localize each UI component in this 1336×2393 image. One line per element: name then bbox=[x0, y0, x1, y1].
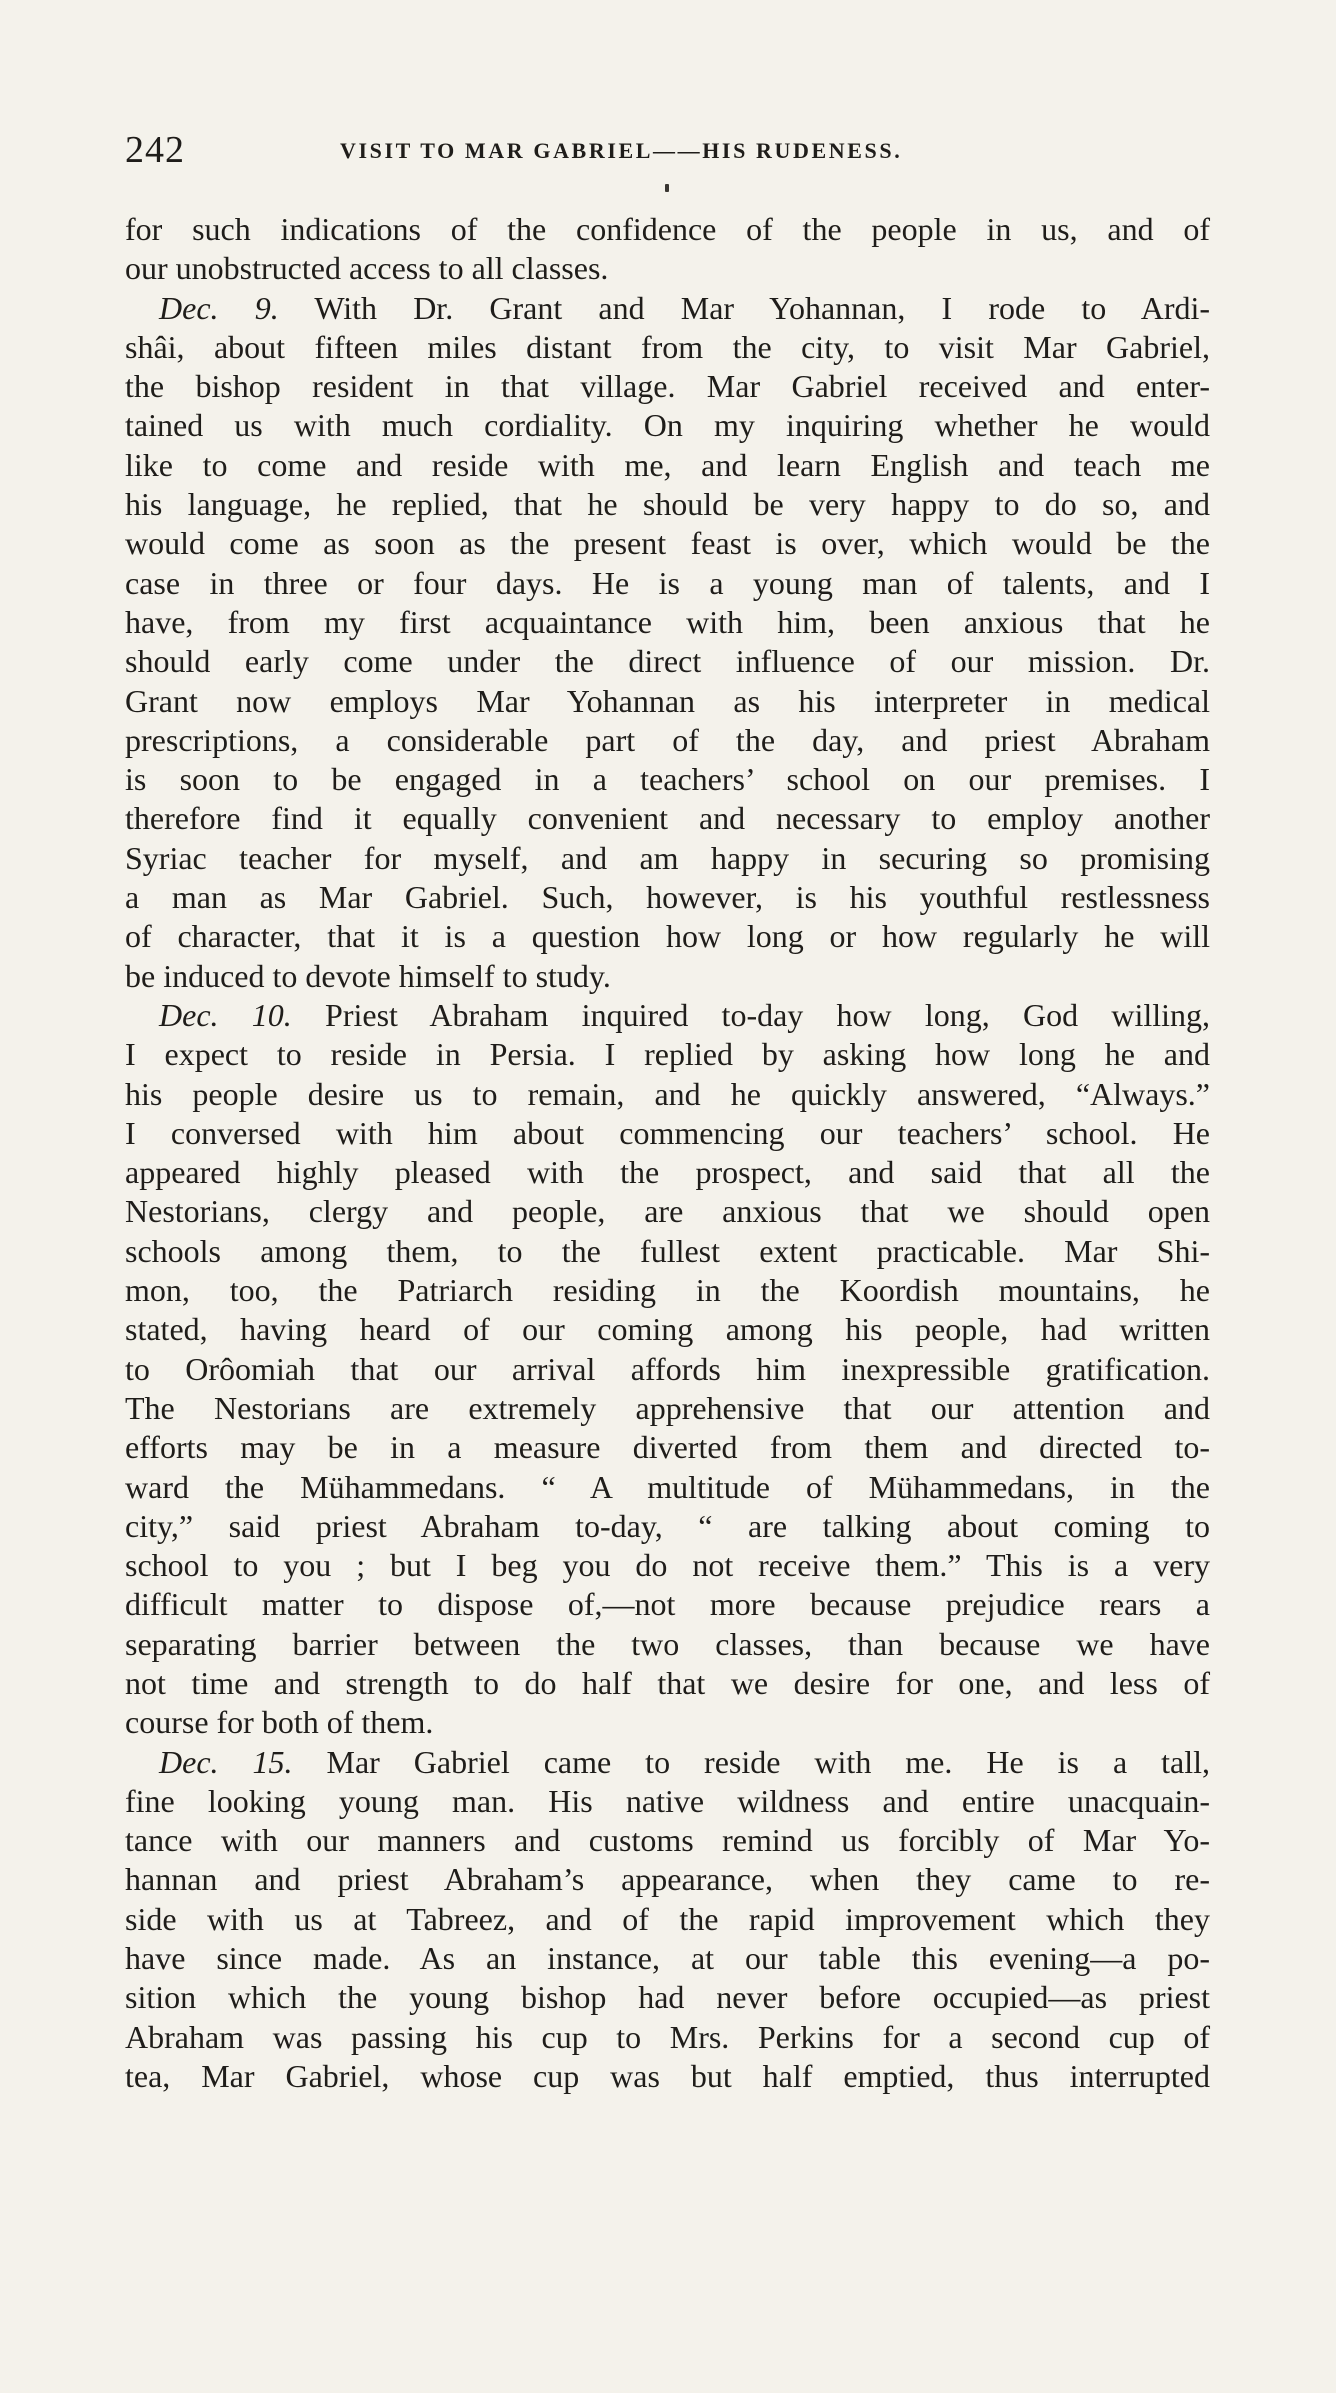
text-line: Priest Abraham inquired to-day how long, God willing, bbox=[325, 996, 1211, 1033]
text-line: ward the Mühammedans. “ A multitude of Mühammedans, in the bbox=[125, 1468, 1210, 1505]
text-line: his language, he replied, that he should be very happy to do so, and bbox=[125, 486, 1210, 523]
text-line: our unobstructed access to all classes. bbox=[125, 250, 609, 287]
entry-date: Dec. 10. bbox=[159, 996, 292, 1033]
text-line: his people desire us to remain, and he quickly answered, “Always.” bbox=[125, 1075, 1210, 1112]
text-line: tea, Mar Gabriel, whose cup was but half emptied, thus interrupted bbox=[125, 2057, 1210, 2094]
text-line: Mar Gabriel came to reside with me. He is a tall, bbox=[326, 1743, 1211, 1780]
text-line: separating barrier between the two classes, than because we have bbox=[125, 1625, 1210, 1662]
text-line: a man as Mar Gabriel. Such, however, is his youthful restlessness bbox=[125, 879, 1210, 916]
text-line: of character, that it is a question how long or how regularly he will bbox=[125, 918, 1210, 955]
text-line: therefore find it equally convenient and necessary to employ another bbox=[125, 800, 1210, 837]
text-line: Syriac teacher for myself, and am happy in securing so promising bbox=[125, 839, 1210, 876]
text-line: the bishop resident in that village. Mar Gabriel received and enter- bbox=[125, 368, 1210, 405]
text-line: I expect to reside in Persia. I replied by asking how long he and bbox=[125, 1036, 1210, 1073]
ink-speck bbox=[665, 184, 669, 192]
text-line: school to you ; but I beg you do not receive them.” This is a very bbox=[125, 1547, 1210, 1584]
running-header bbox=[125, 128, 1225, 178]
text-line: for such indications of the confidence of the people in us, and of bbox=[125, 211, 1210, 247]
text-line: Abraham was passing his cup to Mrs. Perkins for a second cup of bbox=[125, 2018, 1210, 2055]
text-line: to Orôomiah that our arrival affords him inexpressible gratification. bbox=[125, 1350, 1210, 1387]
text-line: case in three or four days. He is a young man of talents, and I bbox=[125, 564, 1210, 601]
text-line: Nestorians, clergy and people, are anxious that we should open bbox=[125, 1193, 1210, 1230]
text-line: I conversed with him about commencing our teachers’ school. He bbox=[125, 1114, 1210, 1151]
entry-date: Dec. 15. bbox=[159, 1743, 293, 1780]
text-line: mon, too, the Patriarch residing in the Koordish mountains, he bbox=[125, 1272, 1210, 1309]
dated-entry-line bbox=[125, 1743, 1210, 1782]
text-line: appeared highly pleased with the prospect, and said that all the bbox=[125, 1154, 1210, 1191]
text-line: would come as soon as the present feast is over, which would be the bbox=[125, 525, 1210, 562]
text-line: With Dr. Grant and Mar Yohannan, I rode to Ardi- bbox=[314, 289, 1211, 326]
text-line: difficult matter to dispose of,—not more because prejudice rears a bbox=[125, 1586, 1210, 1623]
body-text bbox=[125, 210, 1210, 2096]
text-line: fine looking young man. His native wildness and entire unacquain- bbox=[125, 1782, 1210, 1819]
page-number: 242 bbox=[125, 129, 185, 171]
entry-date: Dec. 9. bbox=[159, 289, 279, 326]
text-line: is soon to be engaged in a teachers’ school on our premises. I bbox=[125, 761, 1210, 798]
running-title: VISIT TO MAR GABRIEL——HIS RUDENESS. bbox=[340, 138, 903, 163]
text-line: course for both of them. bbox=[125, 1704, 434, 1741]
text-line: city,” said priest Abraham to-day, “ are talking about coming to bbox=[125, 1507, 1210, 1544]
text-line: have, from my first acquaintance with him, been anxious that he bbox=[125, 603, 1210, 640]
text-line: hannan and priest Abraham’s appearance, when they came to re- bbox=[125, 1861, 1210, 1898]
text-line: stated, having heard of our coming among his people, had written bbox=[125, 1311, 1210, 1348]
text-line: schools among them, to the fullest extent practicable. Mar Shi- bbox=[125, 1232, 1210, 1269]
text-line: Grant now employs Mar Yohannan as his interpreter in medical bbox=[125, 682, 1210, 719]
text-line: have since made. As an instance, at our table this evening—a po- bbox=[125, 1940, 1210, 1977]
text-line: side with us at Tabreez, and of the rapid improvement which they bbox=[125, 1900, 1210, 1937]
text-line: be induced to devote himself to study. bbox=[125, 957, 611, 994]
text-line: shâi, about fifteen miles distant from the city, to visit Mar Gabriel, bbox=[125, 328, 1210, 365]
dated-entry-line bbox=[125, 996, 1210, 1035]
dated-entry-line bbox=[125, 289, 1210, 328]
text-line: tained us with much cordiality. On my inquiring whether he would bbox=[125, 407, 1210, 444]
text-line: tance with our manners and customs remind us forcibly of Mar Yo- bbox=[125, 1822, 1210, 1859]
text-line: not time and strength to do half that we desire for one, and less of bbox=[125, 1664, 1210, 1701]
text-line: sition which the young bishop had never before occupied—as priest bbox=[125, 1979, 1210, 2016]
text-line: The Nestorians are extremely apprehensive that our attention and bbox=[125, 1389, 1210, 1426]
text-line: like to come and reside with me, and learn English and teach me bbox=[125, 446, 1210, 483]
text-line: should early come under the direct influence of our mission. Dr. bbox=[125, 643, 1210, 680]
text-line: prescriptions, a considerable part of the day, and priest Abraham bbox=[125, 721, 1210, 758]
text-line: efforts may be in a measure diverted from them and directed to- bbox=[125, 1429, 1210, 1466]
